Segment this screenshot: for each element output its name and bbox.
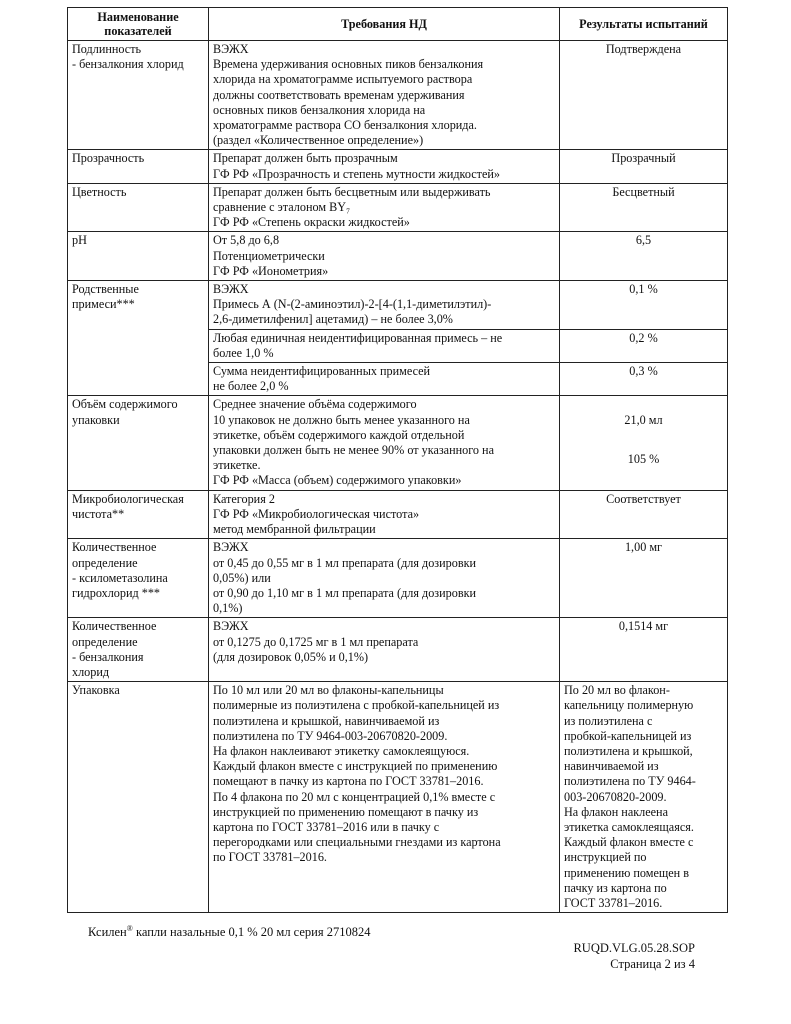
result-line: полиэтилена и крышкой, bbox=[564, 743, 693, 758]
table-header-row bbox=[68, 8, 728, 41]
requirement-line: этикетке, объём содержимого каждой отдельной bbox=[213, 427, 465, 442]
result-line: пробкой-капельницей из bbox=[564, 728, 692, 743]
requirement-cell bbox=[209, 363, 560, 396]
indicator-cell bbox=[68, 682, 209, 913]
requirement-line: полиэтилена и крышкой, навинчиваемой из bbox=[213, 713, 440, 728]
requirement-line: сравнение с эталоном BY₇ bbox=[213, 200, 351, 215]
requirement-line: ВЭЖХ bbox=[213, 540, 249, 555]
result-line: ГОСТ 33781–2016. bbox=[564, 895, 663, 910]
requirement-line: ГФ РФ «Микробиологическая чистота» bbox=[213, 506, 420, 521]
result-line: из полиэтилена с bbox=[564, 713, 653, 728]
requirement-line: помещают в пачку из картона по ГОСТ 33781–2016. bbox=[213, 774, 484, 789]
requirement-cell bbox=[209, 281, 560, 330]
table-row bbox=[68, 281, 728, 330]
indicator-line: Микробиологическая bbox=[72, 491, 184, 506]
indicator-cell bbox=[68, 396, 209, 490]
requirement-line: От 5,8 до 6,8 bbox=[213, 233, 280, 248]
requirement-line: ВЭЖХ bbox=[213, 282, 249, 297]
requirement-line: от 0,1275 до 0,1725 мг в 1 мл препарата bbox=[213, 634, 419, 649]
requirement-cell bbox=[209, 618, 560, 682]
requirement-line: Категория 2 bbox=[213, 491, 275, 506]
requirement-line: этикетке. bbox=[213, 458, 261, 473]
requirement-line: метод мембранной фильтрации bbox=[213, 522, 376, 537]
requirement-line: По 4 флакона по 20 мл с концентрацией 0,1% вместе с bbox=[213, 789, 496, 804]
table-row bbox=[68, 682, 728, 913]
requirement-line: упаковки должен быть не менее 90% от указанного на bbox=[213, 443, 494, 458]
requirement-cell bbox=[209, 150, 560, 183]
indicator-line: определение bbox=[72, 555, 138, 570]
requirement-line: Примесь А (N-(2-аминоэтил)-2-[4-(1,1-диметилэтил)- bbox=[213, 297, 492, 312]
indicator-cell bbox=[68, 232, 209, 281]
page-number: Страница 2 из 4 bbox=[610, 957, 695, 971]
indicator-line: - ксилометазолина bbox=[72, 570, 168, 585]
indicator-line: Объём содержимого bbox=[72, 397, 178, 412]
indicator-cell bbox=[68, 281, 209, 396]
specification-table bbox=[67, 7, 728, 913]
indicator-line: Упаковка bbox=[72, 683, 120, 698]
indicator-line: определение bbox=[72, 634, 138, 649]
doc-code: RUQD.VLG.05.28.SOP bbox=[573, 941, 695, 955]
requirement-line: Препарат должен быть бесцветным или выдерживать bbox=[213, 184, 491, 199]
indicator-cell bbox=[68, 618, 209, 682]
header-indicator: Наименование показателей bbox=[68, 8, 209, 41]
requirement-line: Препарат должен быть прозрачным bbox=[213, 151, 398, 166]
table-row bbox=[68, 232, 728, 281]
table-row bbox=[68, 396, 728, 490]
requirement-line: Сумма неидентифицированных примесей bbox=[213, 364, 431, 379]
requirement-line: Времена удерживания основных пиков бензалкония bbox=[213, 57, 484, 72]
requirement-line: картона по ГОСТ 33781–2016 или в пачку с bbox=[213, 819, 440, 834]
indicator-line: pH bbox=[72, 233, 87, 248]
result-line: По 20 мл во флакон- bbox=[564, 683, 670, 698]
requirement-line: 2,6-диметилфенил] ацетамид) – не более 3,0% bbox=[213, 312, 453, 327]
requirement-line: ГФ РФ «Прозрачность и степень мутности жидкостей» bbox=[213, 166, 501, 181]
requirement-line: ВЭЖХ bbox=[213, 619, 249, 634]
indicator-line: гидрохлорид *** bbox=[72, 585, 161, 600]
indicator-line: - бензалкония хлорид bbox=[72, 57, 184, 72]
requirement-cell bbox=[209, 539, 560, 618]
table-row bbox=[68, 41, 728, 150]
result-line: 003-20670820-2009. bbox=[564, 789, 667, 804]
requirement-cell bbox=[209, 41, 560, 150]
requirement-line: Потенциометрически bbox=[213, 248, 325, 263]
result-line: навинчиваемой из bbox=[564, 759, 659, 774]
result-cell: 0,3 % bbox=[560, 363, 728, 396]
result-cell: Прозрачный bbox=[560, 150, 728, 183]
requirement-line: от 0,45 до 0,55 мг в 1 мл препарата (для дозировки bbox=[213, 555, 477, 570]
indicator-cell bbox=[68, 490, 209, 539]
indicator-line: Родственные bbox=[72, 282, 139, 297]
requirement-line: более 1,0 % bbox=[213, 345, 274, 360]
header-requirements: Требования НД bbox=[209, 8, 560, 41]
indicator-cell bbox=[68, 183, 209, 232]
requirement-line: 0,05%) или bbox=[213, 570, 271, 585]
indicator-line: хлорид bbox=[72, 664, 110, 679]
table-row bbox=[68, 490, 728, 539]
indicator-line: Количественное bbox=[72, 619, 157, 634]
requirement-line: полиэтилена по ТУ 9464-003-20670820-2009. bbox=[213, 728, 448, 743]
result-volume: 21,0 мл bbox=[624, 413, 663, 428]
requirement-cell bbox=[209, 490, 560, 539]
requirement-line: (для дозировок 0,05% и 0,1%) bbox=[213, 649, 369, 664]
header-results: Результаты испытаний bbox=[560, 8, 728, 41]
result-cell: 1,00 мг bbox=[560, 539, 728, 618]
result-line: полиэтилена по ТУ 9464- bbox=[564, 774, 696, 789]
product-details: капли назальные 0,1 % 20 мл серия 2710824 bbox=[132, 925, 371, 940]
requirement-line: не более 2,0 % bbox=[213, 379, 289, 394]
result-cell: 0,1 % bbox=[560, 281, 728, 330]
requirement-line: Каждый флакон вместе с инструкцией по применению bbox=[213, 759, 498, 774]
indicator-line: чистота** bbox=[72, 506, 125, 521]
requirement-line: основных пиков бензалкония хлорида на bbox=[213, 102, 426, 117]
requirement-line: ГФ РФ «Ионометрия» bbox=[213, 263, 329, 278]
result-cell: Подтверждена bbox=[560, 41, 728, 150]
indicator-line: - бензалкония bbox=[72, 649, 144, 664]
requirement-line: 10 упаковок не должно быть менее указанного на bbox=[213, 412, 470, 427]
requirement-line: (раздел «Количественное определение») bbox=[213, 133, 424, 148]
requirement-line: Любая единичная неидентифицированная примесь – не bbox=[213, 330, 503, 345]
indicator-line: упаковки bbox=[72, 412, 120, 427]
result-line: пачку из картона по bbox=[564, 880, 667, 895]
indicator-line: Цветность bbox=[72, 184, 127, 199]
result-cell bbox=[560, 682, 728, 913]
indicator-cell bbox=[68, 150, 209, 183]
requirement-line: ВЭЖХ bbox=[213, 42, 249, 56]
requirement-cell bbox=[209, 396, 560, 490]
indicator-line: примеси*** bbox=[72, 297, 135, 312]
requirement-line: 0,1%) bbox=[213, 601, 243, 616]
requirement-line: от 0,90 до 1,10 мг в 1 мл препарата (для дозировки bbox=[213, 585, 477, 600]
footer-doc-info bbox=[573, 940, 695, 972]
registered-mark: ® bbox=[126, 924, 133, 933]
result-cell: 0,1514 мг bbox=[560, 618, 728, 682]
indicator-line: Прозрачность bbox=[72, 151, 145, 166]
requirement-line: По 10 мл или 20 мл во флаконы-капельницы bbox=[213, 683, 444, 698]
requirement-line: хроматограмме раствора СО бензалкония хлорида. bbox=[213, 118, 477, 133]
footer-product bbox=[88, 924, 371, 940]
requirement-line: На флакон наклеивают этикетку самоклеящуюся. bbox=[213, 743, 470, 758]
result-cell bbox=[560, 396, 728, 490]
table-row bbox=[68, 150, 728, 183]
result-line: Каждый флакон вместе с bbox=[564, 835, 694, 850]
requirement-cell bbox=[209, 232, 560, 281]
result-volume-percent: 105 % bbox=[627, 451, 660, 466]
requirement-line: хлорида на хроматограмме испытуемого раствора bbox=[213, 72, 473, 87]
requirement-cell bbox=[209, 329, 560, 362]
result-line: этикетка самоклеящаяся. bbox=[564, 819, 694, 834]
indicator-cell bbox=[68, 41, 209, 150]
indicator-line: Количественное bbox=[72, 540, 157, 555]
table-row bbox=[68, 539, 728, 618]
requirement-line: по ГОСТ 33781–2016. bbox=[213, 850, 327, 865]
result-cell: Соответствует bbox=[560, 490, 728, 539]
requirement-line: должны соответствовать временам удерживания bbox=[213, 87, 465, 102]
result-line: инструкцией по bbox=[564, 850, 647, 865]
result-cell: Бесцветный bbox=[560, 183, 728, 232]
requirement-line: перегородками или специальными гнездами из картона bbox=[213, 835, 501, 850]
requirement-line: Среднее значение объёма содержимого bbox=[213, 397, 417, 412]
table-row bbox=[68, 618, 728, 682]
result-cell: 6,5 bbox=[560, 232, 728, 281]
requirement-cell bbox=[209, 183, 560, 232]
indicator-cell bbox=[68, 539, 209, 618]
result-line: применению помещен в bbox=[564, 865, 690, 880]
indicator-line: Подлинность bbox=[72, 42, 142, 56]
result-line: капельницу полимерную bbox=[564, 698, 694, 713]
table-row bbox=[68, 183, 728, 232]
requirement-cell bbox=[209, 682, 560, 913]
requirement-line: ГФ РФ «Масса (объем) содержимого упаковки» bbox=[213, 473, 462, 488]
requirement-line: полимерные из полиэтилена с пробкой-капельницей из bbox=[213, 698, 500, 713]
result-cell: 0,2 % bbox=[560, 329, 728, 362]
result-line: На флакон наклеена bbox=[564, 804, 668, 819]
requirement-line: ГФ РФ «Степень окраски жидкостей» bbox=[213, 215, 410, 230]
product-name: Ксилен bbox=[88, 925, 127, 940]
requirement-line: инструкцией по применению помещают в пачку из bbox=[213, 804, 479, 819]
